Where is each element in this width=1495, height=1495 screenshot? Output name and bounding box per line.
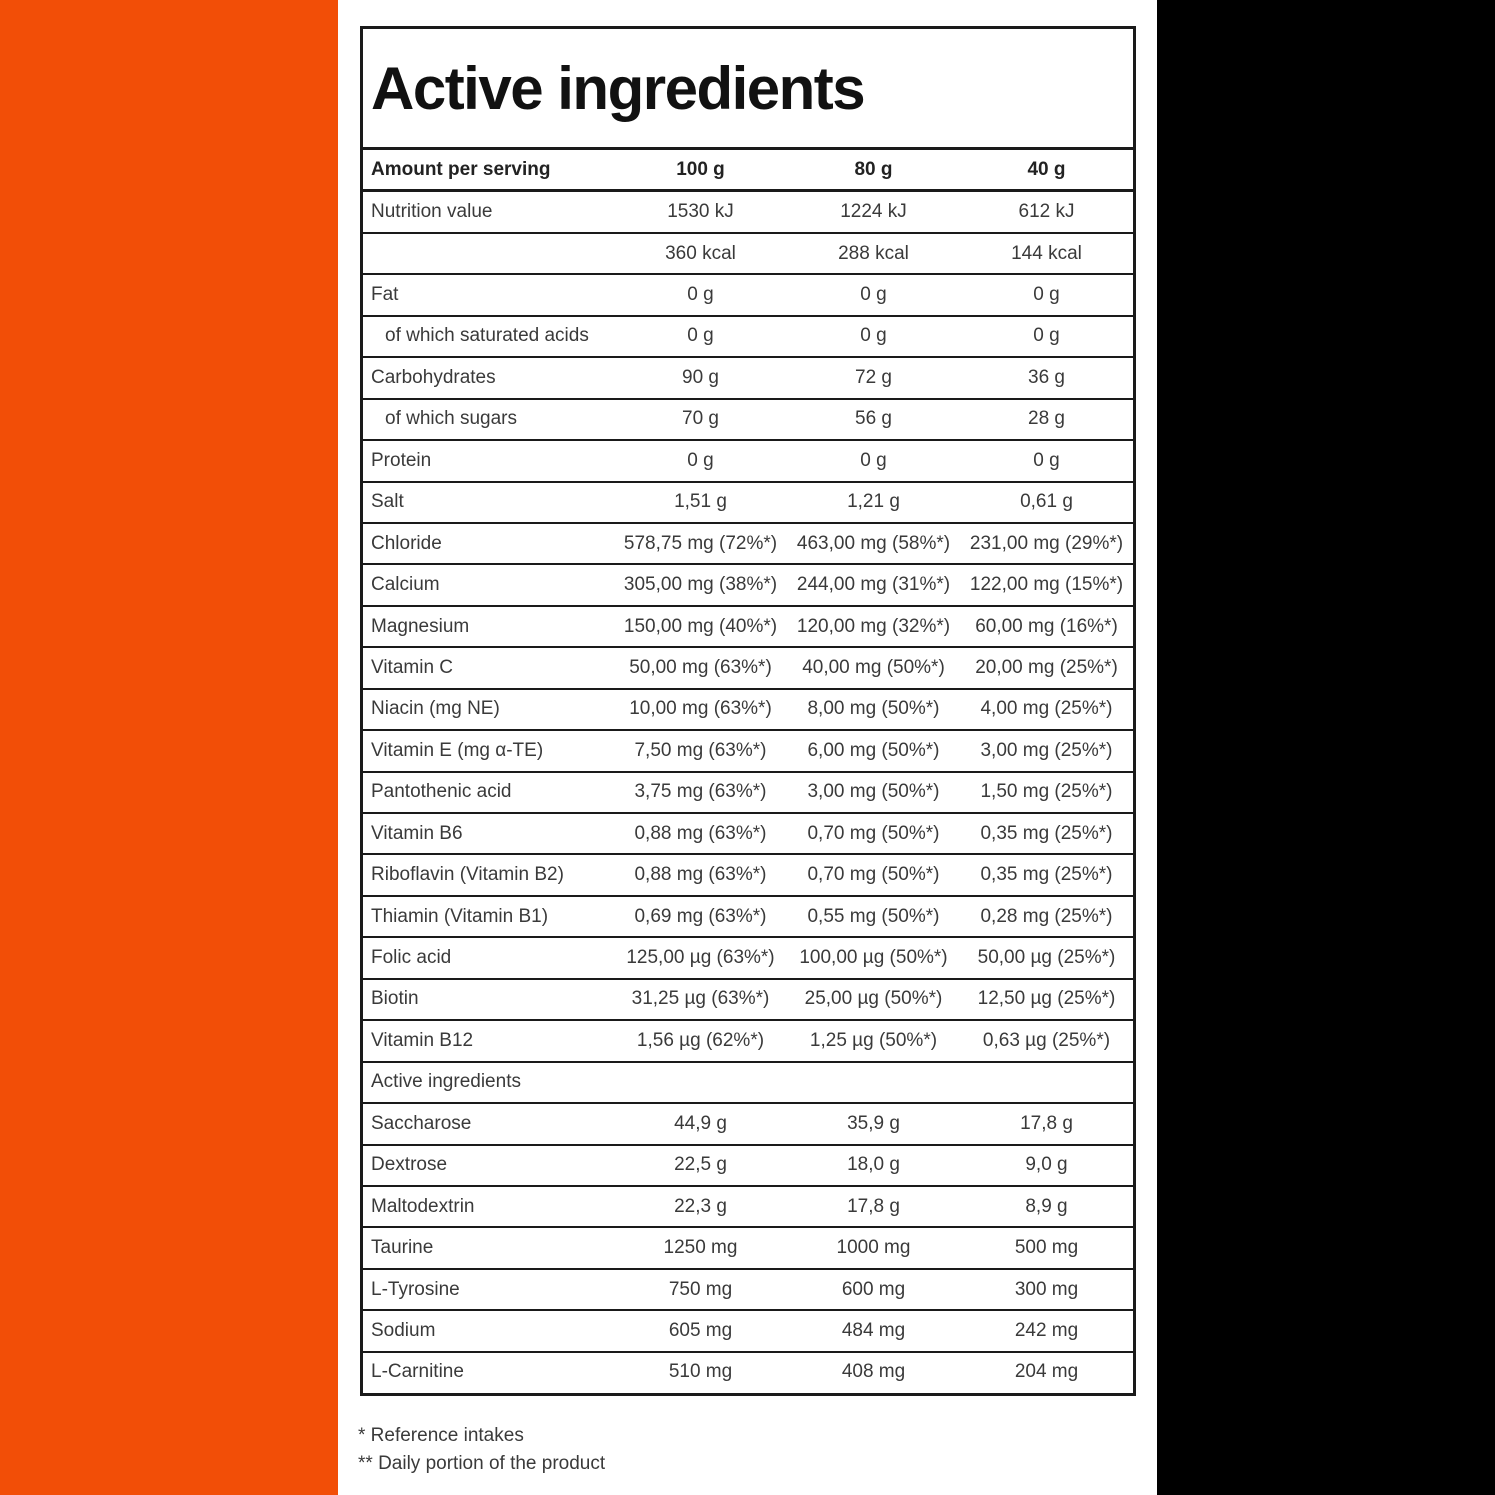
row-value: 500 mg: [960, 1227, 1133, 1268]
row-label: Thiamin (Vitamin B1): [363, 896, 614, 937]
row-value: 0,61 g: [960, 482, 1133, 523]
row-value: 9,0 g: [960, 1145, 1133, 1186]
table-row: [363, 274, 1133, 315]
row-label: Magnesium: [363, 606, 614, 647]
row-value: 3,00 mg (25%*): [960, 730, 1133, 771]
row-value: 360 kcal: [614, 233, 787, 274]
table-row: [363, 772, 1133, 813]
row-value: 0 g: [614, 274, 787, 315]
row-value: 288 kcal: [787, 233, 960, 274]
table-row: [363, 1310, 1133, 1351]
row-value: 750 mg: [614, 1269, 787, 1310]
row-value: 0 g: [787, 440, 960, 481]
row-value: 1,51 g: [614, 482, 787, 523]
table-row: [363, 1227, 1133, 1268]
row-value: 36 g: [960, 357, 1133, 398]
footnotes: [358, 1422, 605, 1478]
row-label: Taurine: [363, 1227, 614, 1268]
table-row: [363, 606, 1133, 647]
row-value: 1224 kJ: [787, 191, 960, 233]
row-value: 8,00 mg (50%*): [787, 689, 960, 730]
row-value: 28 g: [960, 399, 1133, 440]
row-label: Chloride: [363, 523, 614, 564]
row-value: 0 g: [614, 440, 787, 481]
row-value: 3,00 mg (50%*): [787, 772, 960, 813]
table-row: [363, 482, 1133, 523]
row-value: 0,88 mg (63%*): [614, 813, 787, 854]
table-header-row: [363, 149, 1133, 191]
row-label: Carbohydrates: [363, 357, 614, 398]
table-row: [363, 440, 1133, 481]
row-value: 1,21 g: [787, 482, 960, 523]
row-value: 463,00 mg (58%*): [787, 523, 960, 564]
row-label: Calcium: [363, 564, 614, 605]
row-value: 0,70 mg (50%*): [787, 813, 960, 854]
row-label: Maltodextrin: [363, 1186, 614, 1227]
table-row: [363, 1020, 1133, 1061]
row-label: Riboflavin (Vitamin B2): [363, 854, 614, 895]
header-col-40g: 40 g: [960, 149, 1133, 191]
row-value: 1,50 mg (25%*): [960, 772, 1133, 813]
row-value: 6,00 mg (50%*): [787, 730, 960, 771]
row-value: 120,00 mg (32%*): [787, 606, 960, 647]
row-value: 4,00 mg (25%*): [960, 689, 1133, 730]
row-value: 0,28 mg (25%*): [960, 896, 1133, 937]
row-label: L-Carnitine: [363, 1352, 614, 1392]
row-value: 50,00 mg (63%*): [614, 647, 787, 688]
row-value: 242 mg: [960, 1310, 1133, 1351]
row-value: 8,9 g: [960, 1186, 1133, 1227]
table-row: [363, 813, 1133, 854]
table-row: [363, 1145, 1133, 1186]
table-row: [363, 896, 1133, 937]
row-value: [614, 1062, 787, 1103]
row-value: 1000 mg: [787, 1227, 960, 1268]
nutrition-table: [363, 147, 1133, 1392]
table-row: [363, 1103, 1133, 1144]
right-color-band: [1157, 0, 1495, 1495]
row-value: 22,3 g: [614, 1186, 787, 1227]
table-row: [363, 399, 1133, 440]
row-value: 0,35 mg (25%*): [960, 813, 1133, 854]
row-label: Protein: [363, 440, 614, 481]
row-value: 1530 kJ: [614, 191, 787, 233]
table-row: [363, 689, 1133, 730]
table-title: Active ingredients: [371, 55, 865, 122]
row-value: [960, 1062, 1133, 1103]
row-value: 122,00 mg (15%*): [960, 564, 1133, 605]
row-label: L-Tyrosine: [363, 1269, 614, 1310]
row-value: 408 mg: [787, 1352, 960, 1392]
row-label: Niacin (mg NE): [363, 689, 614, 730]
row-value: 0 g: [614, 316, 787, 357]
row-value: 144 kcal: [960, 233, 1133, 274]
row-value: 300 mg: [960, 1269, 1133, 1310]
table-row: [363, 647, 1133, 688]
table-row: [363, 854, 1133, 895]
table-row: [363, 937, 1133, 978]
footnote-daily-portion: ** Daily portion of the product: [358, 1453, 606, 1474]
table-row: [363, 191, 1133, 233]
header-col-80g: 80 g: [787, 149, 960, 191]
row-value: 20,00 mg (25%*): [960, 647, 1133, 688]
row-label: Nutrition value: [363, 191, 614, 233]
row-label: Vitamin B12: [363, 1020, 614, 1061]
row-value: 56 g: [787, 399, 960, 440]
row-value: 612 kJ: [960, 191, 1133, 233]
row-value: 100,00 µg (50%*): [787, 937, 960, 978]
row-value: 22,5 g: [614, 1145, 787, 1186]
row-label: Fat: [363, 274, 614, 315]
row-value: 1,25 µg (50%*): [787, 1020, 960, 1061]
row-value: 90 g: [614, 357, 787, 398]
row-value: 305,00 mg (38%*): [614, 564, 787, 605]
row-value: 231,00 mg (29%*): [960, 523, 1133, 564]
row-label: Vitamin C: [363, 647, 614, 688]
table-row: [363, 1269, 1133, 1310]
row-label: Sodium: [363, 1310, 614, 1351]
row-label: Biotin: [363, 979, 614, 1020]
table-row: [363, 564, 1133, 605]
row-value: 0,88 mg (63%*): [614, 854, 787, 895]
row-value: 0 g: [787, 274, 960, 315]
row-value: 17,8 g: [960, 1103, 1133, 1144]
row-value: 204 mg: [960, 1352, 1133, 1392]
row-value: 0 g: [960, 440, 1133, 481]
table-row: [363, 316, 1133, 357]
row-label: of which saturated acids: [363, 316, 614, 357]
row-value: 10,00 mg (63%*): [614, 689, 787, 730]
row-value: 0,70 mg (50%*): [787, 854, 960, 895]
row-value: 510 mg: [614, 1352, 787, 1392]
row-value: 600 mg: [787, 1269, 960, 1310]
row-value: 17,8 g: [787, 1186, 960, 1227]
row-value: 35,9 g: [787, 1103, 960, 1144]
row-value: 70 g: [614, 399, 787, 440]
row-value: 244,00 mg (31%*): [787, 564, 960, 605]
row-label: Pantothenic acid: [363, 772, 614, 813]
footnote-reference-intakes: * Reference intakes: [358, 1425, 524, 1446]
row-value: 605 mg: [614, 1310, 787, 1351]
row-value: 0,63 µg (25%*): [960, 1020, 1133, 1061]
row-label: Active ingredients: [363, 1062, 614, 1103]
row-value: 484 mg: [787, 1310, 960, 1351]
table-row: [363, 1186, 1133, 1227]
row-value: 50,00 µg (25%*): [960, 937, 1133, 978]
row-value: [787, 1062, 960, 1103]
row-label: Folic acid: [363, 937, 614, 978]
row-value: 0 g: [787, 316, 960, 357]
row-value: 31,25 µg (63%*): [614, 979, 787, 1020]
row-value: 0,35 mg (25%*): [960, 854, 1133, 895]
row-label: of which sugars: [363, 399, 614, 440]
row-value: 18,0 g: [787, 1145, 960, 1186]
row-label: Vitamin B6: [363, 813, 614, 854]
row-label: Saccharose: [363, 1103, 614, 1144]
row-value: 3,75 mg (63%*): [614, 772, 787, 813]
row-value: 578,75 mg (72%*): [614, 523, 787, 564]
table-row: [363, 1062, 1133, 1103]
table-row: [363, 233, 1133, 274]
row-value: 60,00 mg (16%*): [960, 606, 1133, 647]
table-row: [363, 523, 1133, 564]
row-value: 150,00 mg (40%*): [614, 606, 787, 647]
row-label: Salt: [363, 482, 614, 523]
row-value: 25,00 µg (50%*): [787, 979, 960, 1020]
row-value: 0,55 mg (50%*): [787, 896, 960, 937]
row-label: Dextrose: [363, 1145, 614, 1186]
left-color-band: [0, 0, 338, 1495]
row-value: 7,50 mg (63%*): [614, 730, 787, 771]
row-value: 1250 mg: [614, 1227, 787, 1268]
row-value: 0 g: [960, 316, 1133, 357]
table-row: [363, 357, 1133, 398]
table-row: [363, 1352, 1133, 1392]
row-value: 12,50 µg (25%*): [960, 979, 1133, 1020]
row-value: 40,00 mg (50%*): [787, 647, 960, 688]
table-row: [363, 979, 1133, 1020]
row-value: 1,56 µg (62%*): [614, 1020, 787, 1061]
row-value: 125,00 µg (63%*): [614, 937, 787, 978]
row-label: Vitamin E (mg α-TE): [363, 730, 614, 771]
row-value: 44,9 g: [614, 1103, 787, 1144]
row-value: 0 g: [960, 274, 1133, 315]
row-label: [363, 233, 614, 274]
table-row: [363, 730, 1133, 771]
header-label: Amount per serving: [363, 149, 614, 191]
nutrition-table-frame: [360, 26, 1136, 1396]
row-value: 72 g: [787, 357, 960, 398]
header-col-100g: 100 g: [614, 149, 787, 191]
row-value: 0,69 mg (63%*): [614, 896, 787, 937]
